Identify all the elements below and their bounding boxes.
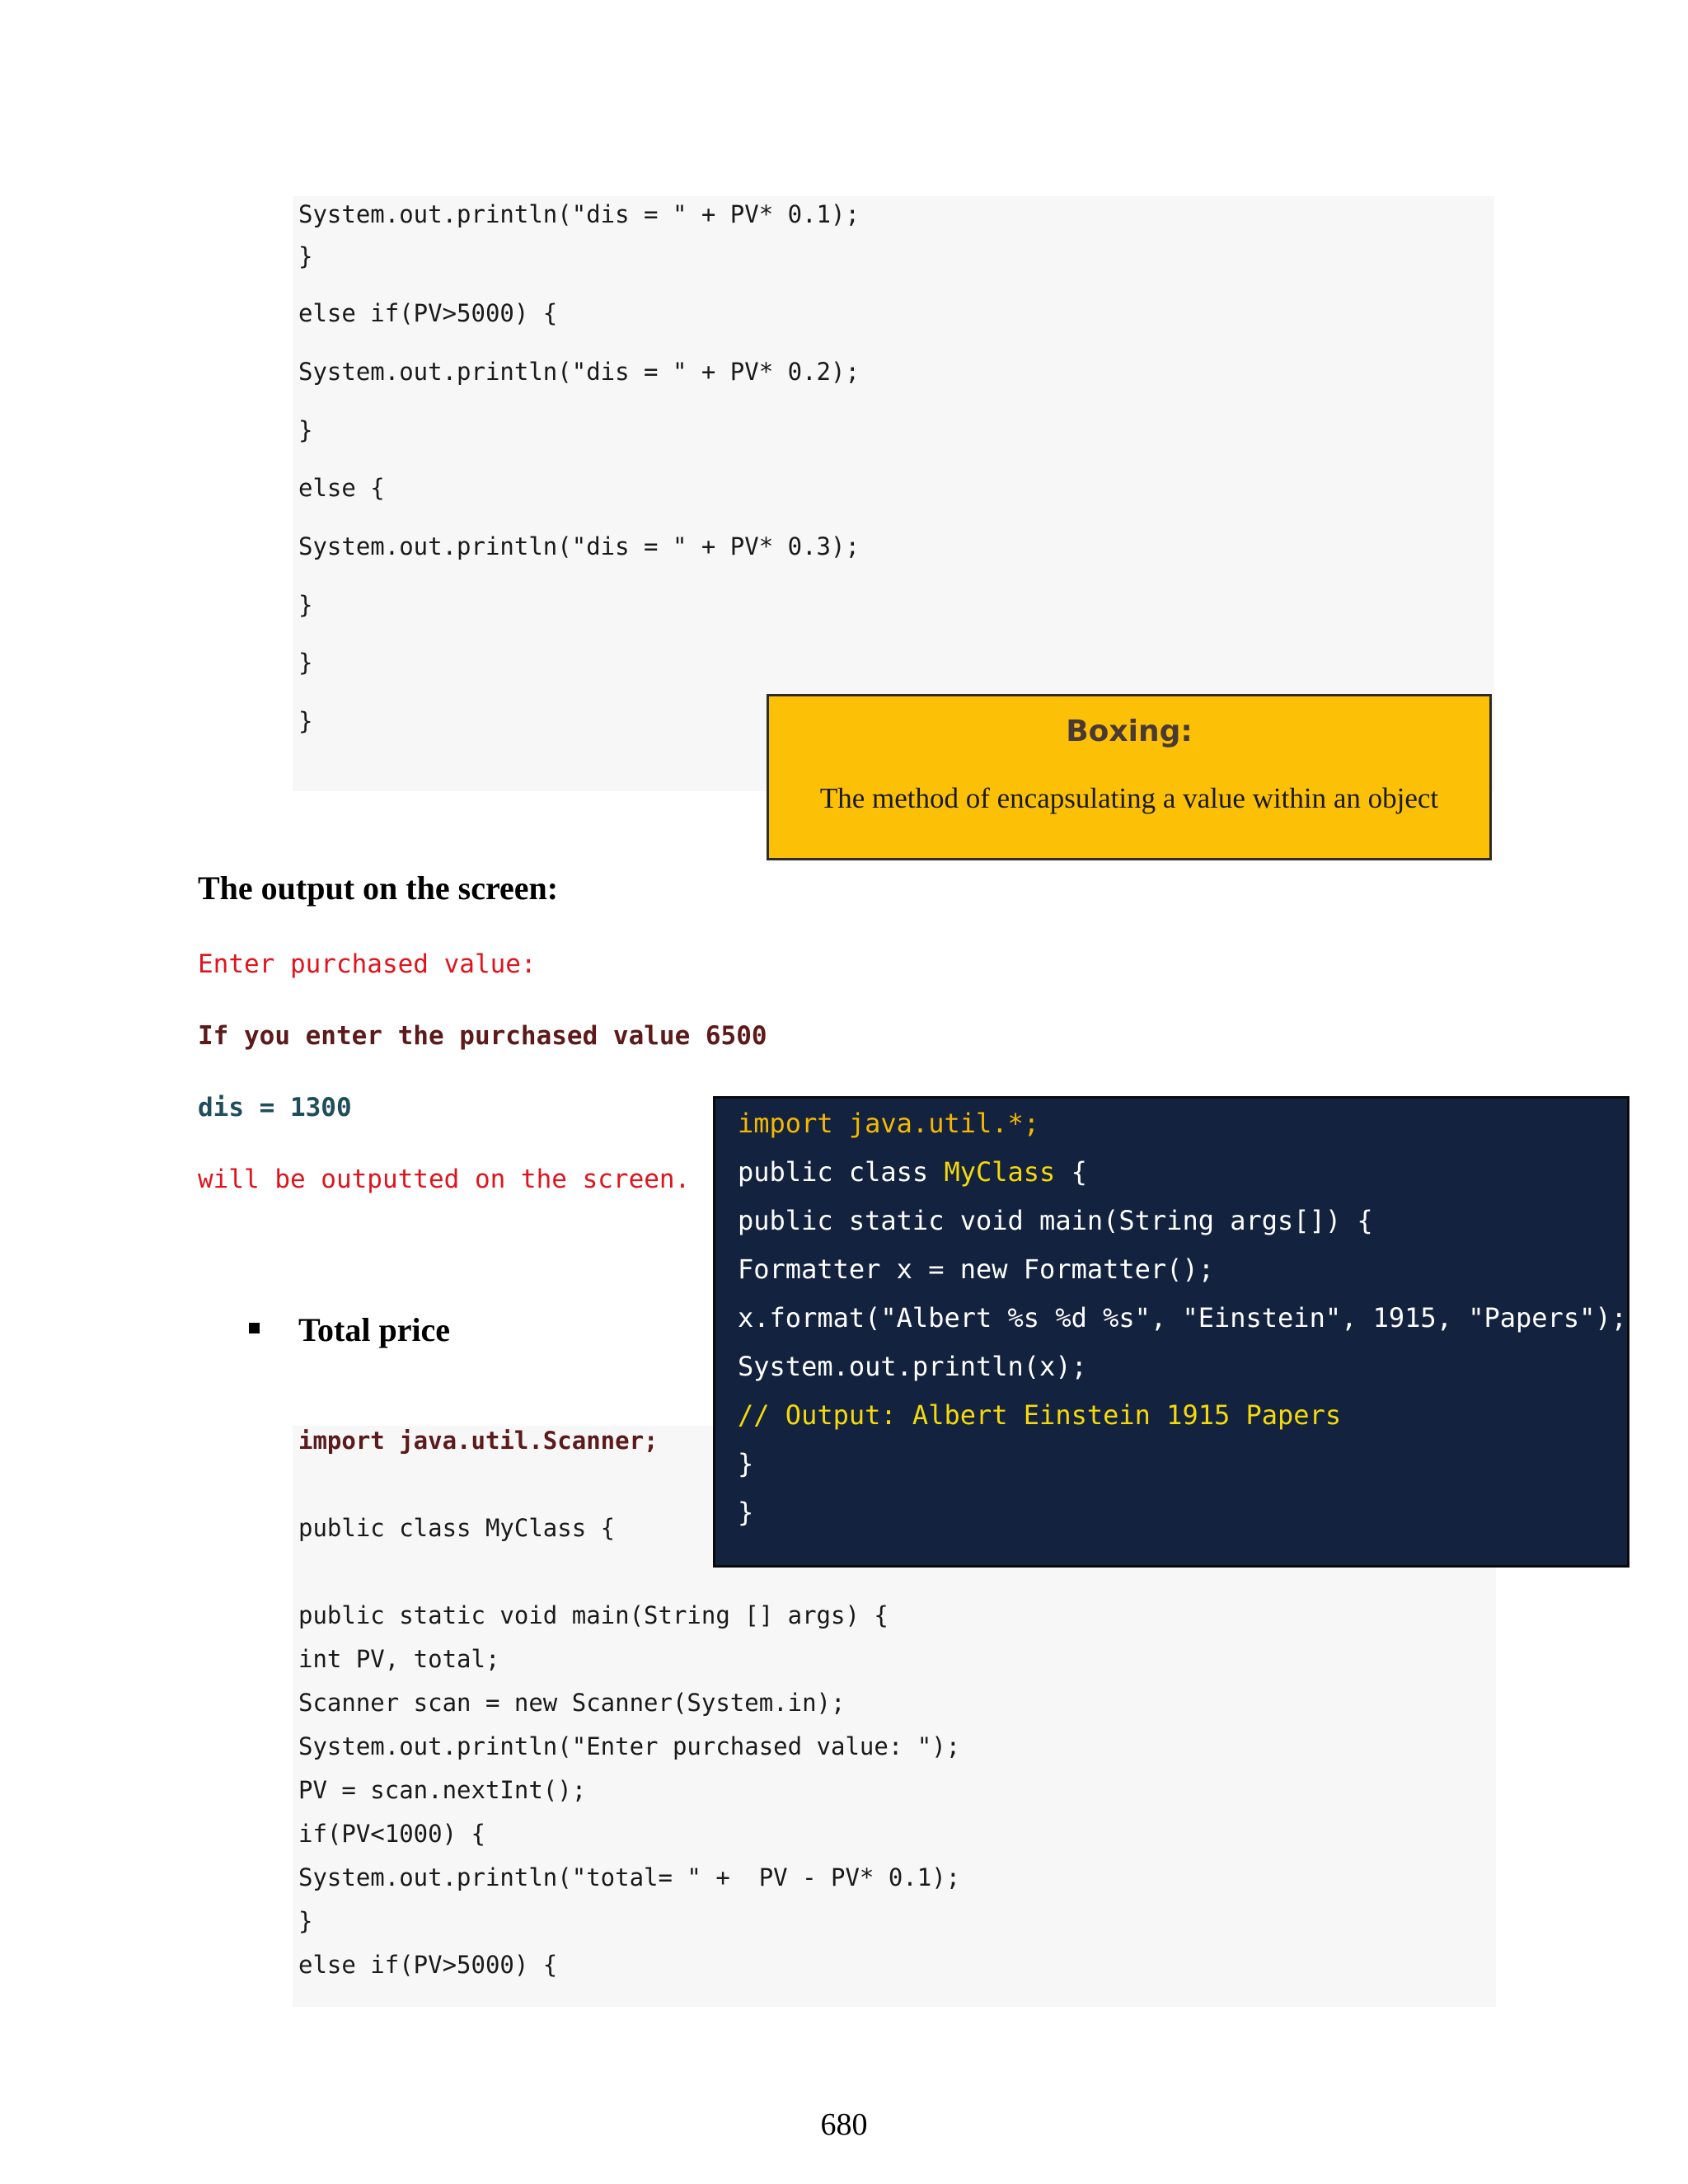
code-line: else if(PV>5000) { [298, 1951, 558, 1979]
output-input-line: If you enter the purchased value 6500 [198, 1021, 767, 1051]
code-line: import java.util.*; [738, 1108, 1040, 1139]
formatter-code-box [713, 1096, 1629, 1568]
section-heading: The output on the screen: [198, 869, 559, 907]
code-line: } [298, 1907, 313, 1935]
page-number: 680 [820, 2107, 868, 2142]
code-line: System.out.println("dis = " + PV* 0.2); [298, 358, 860, 386]
code-line: } [298, 416, 313, 444]
boxing-definition: The method of encapsulating a value within an object [819, 782, 1439, 814]
boxing-callout [767, 694, 1492, 860]
code-line: System.out.println(x); [738, 1351, 1087, 1382]
output-result-line: dis = 1300 [198, 1093, 352, 1122]
code-line: PV = scan.nextInt(); [298, 1776, 587, 1804]
code-line: public static void main(String args[]) { [738, 1205, 1373, 1236]
code-line: } [298, 242, 313, 270]
code-line: import java.util.Scanner; [298, 1427, 659, 1455]
code-comment: // Output: Albert Einstein 1915 Papers [738, 1399, 1342, 1431]
code-line: else if(PV>5000) { [298, 299, 558, 327]
code-line: System.out.println("Enter purchased value: "); [298, 1732, 961, 1760]
output-prompt-line: Enter purchased value: [198, 949, 537, 979]
code-line: else { [298, 474, 385, 502]
code-line: System.out.println("dis = " + PV* 0.1); [298, 200, 860, 228]
code-line: System.out.println("dis = " + PV* 0.3); [298, 532, 860, 560]
bullet-label: Total price [298, 1311, 451, 1348]
code-line: } [738, 1448, 754, 1479]
code-line: int PV, total; [298, 1645, 500, 1673]
code-line: System.out.println("total= " + PV - PV* 0.1); [298, 1863, 961, 1891]
bullet-marker [249, 1323, 260, 1333]
code-line: public class MyClass { [298, 1514, 616, 1542]
code-line: x.format("Albert %s %d %s", "Einstein", 1915, "Papers"); [738, 1302, 1627, 1333]
code-line [738, 1155, 1087, 1188]
code-line: } [298, 649, 313, 677]
code-line: public static void main(String [] args) { [298, 1601, 889, 1629]
output-note-line: will be outputted on the screen. [198, 1165, 691, 1194]
code-keyword: public class [738, 1156, 945, 1188]
boxing-title: Boxing: [1066, 715, 1193, 748]
code-class-name: MyClass [944, 1156, 1056, 1188]
code-line: } [738, 1497, 754, 1528]
code-brace: { [1055, 1156, 1087, 1188]
code-line: } [298, 707, 313, 735]
code-line: Scanner scan = new Scanner(System.in); [298, 1689, 846, 1717]
code-line: if(PV<1000) { [298, 1820, 485, 1848]
code-line: Formatter x = new Formatter(); [738, 1254, 1214, 1285]
code-line: } [298, 591, 313, 619]
